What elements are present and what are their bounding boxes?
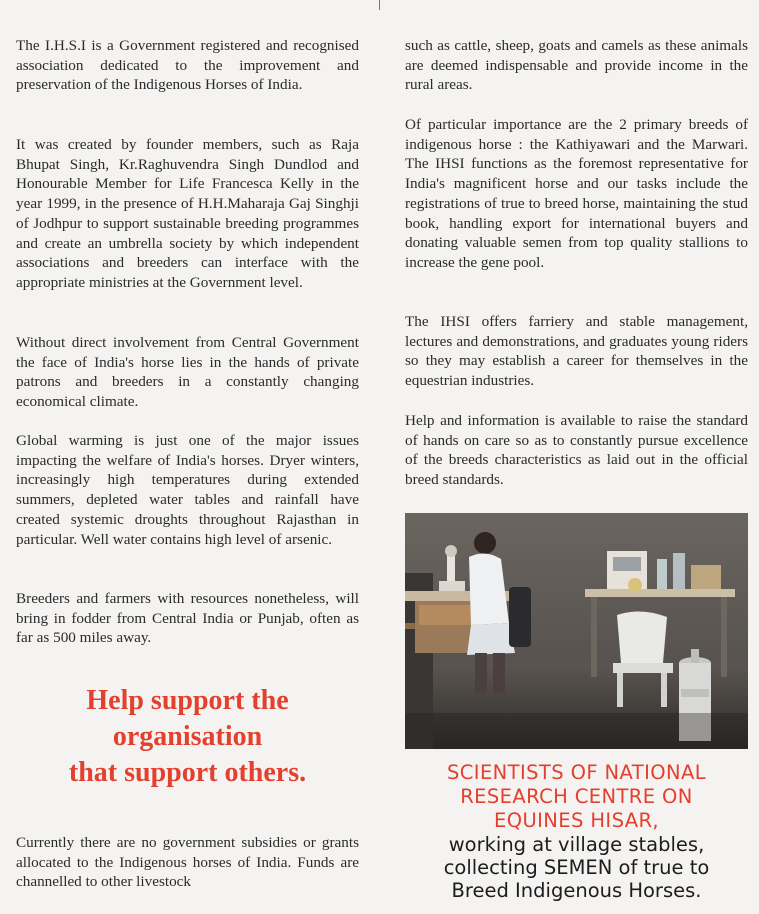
caption-description-line: Breed Indigenous Horses. — [451, 879, 702, 902]
founders-paragraph: It was created by founder members, such as Raja Bhupat Singh, Kr.Raghuvendra Singh Dundlod and Honourable Member for Life Francesca Kelly in the year 1999, in the presence of H.H.Maharaja Gaj Singhji of Jodhpur to support sustainable breeding programmes and create an umbrella society by which independent associations and breeders can interface with the appropriate ministries at the Government level. — [16, 136, 359, 291]
fold-mark — [379, 0, 380, 10]
laboratory-scene — [405, 513, 748, 749]
caption-title-line: SCIENTISTS OF NATIONAL — [447, 761, 706, 784]
caption-title — [405, 761, 748, 833]
support-headline — [16, 683, 359, 791]
caption-description-line: collecting SEMEN of true to — [443, 856, 710, 879]
caption-title-line: EQUINES HISAR, — [493, 809, 660, 832]
breeds-paragraph: Of particular importance are the 2 primary breeds of indigenous horse : the Kathiyawari and the Marwari. The IHSI functions as the foremost representative for India's magnificent horse and our tasks include the registrations of true to breed horse, maintaining the stud book, handling export for international buyers and donating valuable semen from top quality stallions to increase the gene pool. — [405, 116, 748, 271]
farriery-paragraph: The IHSI offers farriery and stable management, lectures and demonstrations, and graduates young riders so they may establish a career for themselves in the equestrian industries. — [405, 313, 748, 390]
caption-description-line: working at village stables, — [448, 833, 705, 856]
caption-title-line: RESEARCH CENTRE ON — [460, 785, 693, 808]
subsidies-paragraph: Currently there are no government subsidies or grants allocated to the Indigenous horses of India. Funds are channelled to other livestock — [16, 834, 359, 891]
government-paragraph: Without direct involvement from Central Government the face of India's horse lies in the hands of private patrons and breeders in a constantly changing economical climate. — [16, 334, 359, 411]
caption-description — [405, 833, 748, 902]
help-information-paragraph: Help and information is available to raise the standard of hands on care so as to constantly pursue excellence of the breeds characteristics as laid out in the official breed standards. — [405, 412, 748, 489]
global-warming-paragraph: Global warming is just one of the major issues impacting the welfare of India's horses. Dryer winters, increasingly high temperatures during extended summers, depleted water tables and rainfall have created systemic droughts throughout Rajasthan in particular. Well water contains high level of arsenic. — [16, 432, 359, 548]
headline-line: organisation — [112, 721, 263, 752]
headline-line: that support others. — [68, 757, 307, 788]
intro-paragraph: The I.H.S.I is a Government registered and recognised association dedicated to the improvement and preservation of the Indigenous Horses of India. — [16, 37, 359, 94]
laboratory-photo — [405, 513, 748, 749]
livestock-paragraph: such as cattle, sheep, goats and camels as these animals are deemed indispensable and provide income in the rural areas. — [405, 37, 748, 94]
fodder-paragraph: Breeders and farmers with resources nonetheless, will bring in fodder from Central India or Punjab, often as far as 500 miles away. — [16, 590, 359, 647]
headline-line: Help support the — [86, 685, 289, 716]
